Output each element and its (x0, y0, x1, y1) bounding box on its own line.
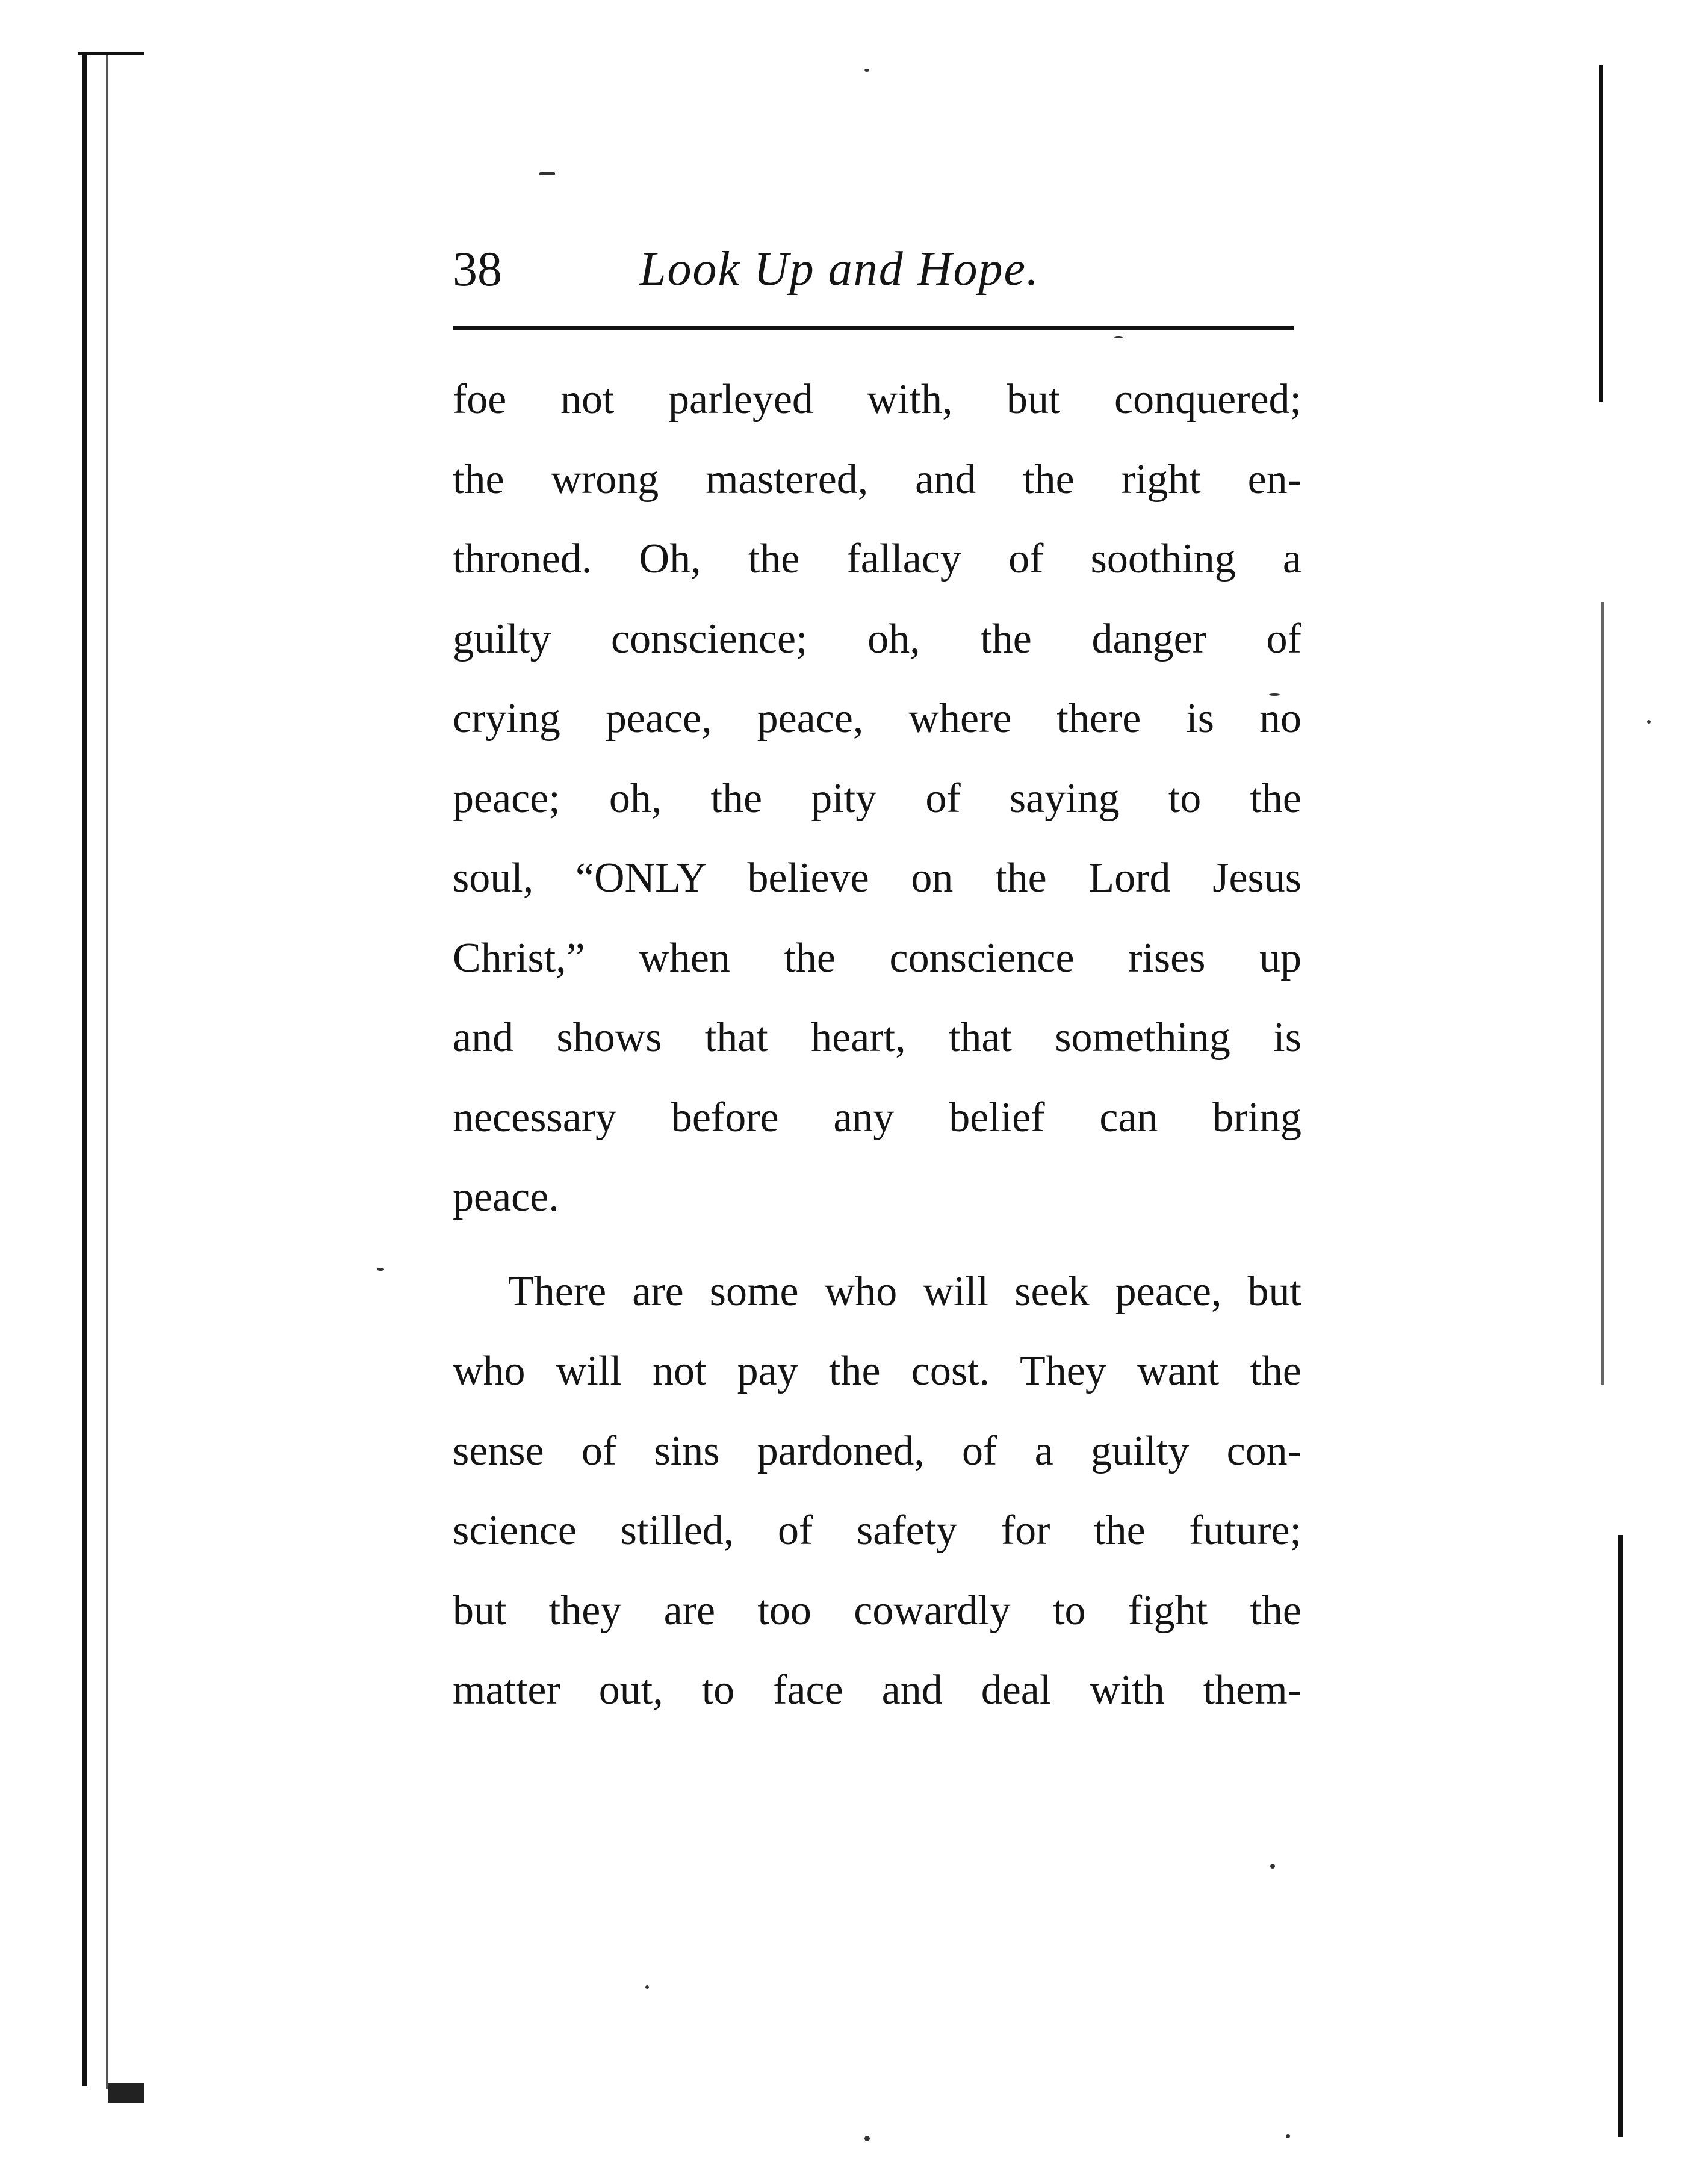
right-page-edge-top (1599, 65, 1603, 402)
speck (864, 69, 869, 72)
header-rule (453, 326, 1294, 330)
speck (1286, 2134, 1290, 2138)
text-line: Christ,” when the conscience rises up (453, 934, 1301, 981)
text-line: who will not pay the cost. They want the (453, 1348, 1301, 1394)
left-page-edge-inner (106, 54, 108, 2089)
text-line: crying peace, peace, where there is no (453, 695, 1301, 742)
text-line: peace. (453, 1174, 559, 1220)
text-line: science stilled, of safety for the future; (453, 1507, 1301, 1554)
page-number: 38 (453, 241, 502, 296)
speck (377, 1268, 384, 1271)
right-page-edge-middle (1601, 602, 1604, 1385)
running-title: Look Up and Hope. (639, 243, 1040, 296)
text-line: but they are too cowardly to fight the (453, 1587, 1301, 1634)
paragraph (453, 1252, 1301, 1731)
speck (539, 172, 555, 175)
right-page-edge-bottom (1618, 1535, 1623, 2137)
text-line: necessary before any belief can bring (453, 1094, 1301, 1141)
paragraph (453, 360, 1301, 1238)
body-text (453, 360, 1301, 1731)
speck (1647, 720, 1651, 724)
text-line: sense of sins pardoned, of a guilty con- (453, 1427, 1301, 1474)
speck (645, 1985, 649, 1989)
left-corner-mark (78, 52, 144, 55)
text-line: foe not parleyed with, but conquered; (453, 376, 1301, 423)
text-line: matter out, to face and deal with them- (453, 1667, 1301, 1713)
left-page-edge (82, 52, 87, 2086)
text-line: There are some who will seek peace, but (508, 1268, 1301, 1315)
paragraph-gap (453, 1238, 1301, 1252)
text-line: the wrong mastered, and the right en- (453, 456, 1301, 503)
text-line: throned. Oh, the fallacy of soothing a (453, 536, 1301, 582)
speck (864, 2136, 870, 2141)
speck (1270, 1864, 1275, 1869)
text-line: and shows that heart, that something is (453, 1014, 1301, 1061)
bottom-left-mark (108, 2083, 144, 2103)
text-line: peace; oh, the pity of saying to the (453, 775, 1301, 822)
running-header (453, 236, 1295, 302)
text-line: guilty conscience; oh, the danger of (453, 615, 1301, 662)
speck (1114, 336, 1123, 338)
text-line: soul, “ONLY believe on the Lord Jesus (453, 855, 1301, 901)
